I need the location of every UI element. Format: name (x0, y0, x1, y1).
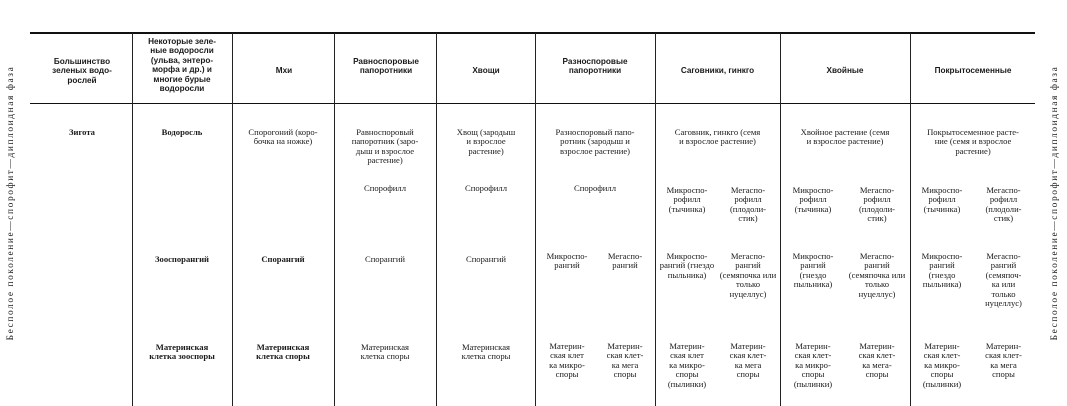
header-brown-algae: Некоторые зеле- ные водоросли (ульва, энтеро- морфа и др.) и многие бурые водоросли (148, 37, 216, 94)
cell-microsporophyll: Микроспо- рофилл (тычинка) (921, 185, 963, 214)
cell-sporangium: Спорангий (465, 254, 507, 264)
left-vertical-caption (0, 0, 22, 406)
cell-sporophyll: Спорофилл (364, 183, 406, 193)
cell-zoosporangium: Зооспорангий (154, 254, 210, 264)
header-conifers: Хвойные (826, 66, 864, 75)
cell-megaspore-mother-cell: Материн- ская клет- ка мега споры (985, 341, 1022, 380)
column-divider (535, 33, 536, 406)
cell-sporophyll: Спорофилл (465, 183, 507, 193)
header-heterosporous-ferns: Разноспоровые папоротники (562, 57, 628, 76)
cell-microsporangium: Микроспо- рангий (гнездо пыльника) (659, 251, 715, 280)
cell-megasporangium: Мегаспо- рангий (607, 251, 643, 271)
column-divider (232, 33, 233, 406)
cell-zoospore-mother-cell: Материнская клетка зооспоры (149, 342, 215, 362)
cell-megasporangium: Мегаспо- рангий (семяпоч- ка или только нуцеллус) (985, 251, 1022, 309)
header-homosporous-ferns: Равноспоровые папоротники (353, 57, 419, 76)
cell-zygote: Зигота (69, 127, 95, 137)
cell-spore-mother-cell: Материнская клетка споры (256, 342, 310, 362)
table-top-rule (30, 32, 1035, 34)
column-divider (910, 33, 911, 406)
header-horsetails: Хвощи (472, 66, 500, 75)
cell-spore-mother-cell: Материнская клетка споры (461, 342, 511, 362)
cell-megasporangium: Мегаспо- рангий (семяпочка или только нуцеллус) (848, 251, 906, 299)
header-mosses: Мхи (275, 66, 293, 75)
cell-microspore-mother-cell: Материн- ская клет ка микро- споры (пылинки) (667, 341, 707, 389)
cell-sporophyll: Спорофилл (574, 183, 616, 193)
column-divider (780, 33, 781, 406)
cell-microspore-mother-cell: Материн- ская клет- ка микро- споры (пылинки) (922, 341, 962, 389)
cell-microsporophyll: Микроспо- рофилл (тычинка) (792, 185, 834, 214)
header-cycads-ginkgo: Саговники, гинкго (680, 66, 755, 75)
column-divider (655, 33, 656, 406)
cell-microsporangium: Микроспо- рангий (гнездо пыльника) (792, 251, 834, 290)
left-caption-text: Бесполое поколение—спорофит—диплоидная фаза (6, 65, 16, 341)
right-caption-text: Бесполое поколение—спорофит—диплоидная фаза (1050, 65, 1060, 341)
cell-horsetail: Хвощ (зародыш и взрослое растение) (456, 127, 516, 156)
column-divider (334, 33, 335, 406)
cell-homosporous-fern: Равноспоровый папоротник (заро- дыш и взрослое растение) (351, 127, 419, 166)
right-vertical-caption (1044, 0, 1066, 406)
cell-megasporangium: Мегаспо- рангий (семяпочка или только нуцеллус) (719, 251, 777, 299)
cell-megaspore-mother-cell: Материн- ская клет- ка мега споры (729, 341, 767, 380)
cell-microsporophyll: Микроспо- рофилл (тычинка) (666, 185, 708, 214)
cell-microspore-mother-cell: Материн- ская клет- ка микро- споры (пылинки) (793, 341, 833, 389)
cell-megasporophyll: Мегаспо- рофилл (плодоли- стик) (729, 185, 767, 224)
cell-sporogonium: Спорогоний (коро- бочка на ножке) (248, 127, 318, 147)
cell-sporangium: Спорангий (364, 254, 406, 264)
cell-microspore-mother-cell: Материн- ская клет ка микро- споры (549, 341, 585, 380)
header-angiosperms: Покрытосеменные (934, 66, 1012, 75)
cell-microsporangium: Микроспо- рангий (546, 251, 588, 271)
cell-megaspore-mother-cell: Материн- ская клет- ка мега- споры (858, 341, 896, 380)
column-divider (436, 33, 437, 406)
cell-conifer-plant: Хвойное растение (семя и взрослое растение) (800, 127, 890, 147)
cell-megaspore-mother-cell: Материн- ская клет- ка мега споры (606, 341, 644, 380)
cell-heterosporous-fern: Разноспоровый папо- ротник (зародыш и взрослое растение) (555, 127, 635, 156)
cell-alga: Водоросль (161, 127, 203, 137)
cell-megasporophyll: Мегаспо- рофилл (плодоли- стик) (858, 185, 896, 224)
header-bottom-rule (30, 103, 1035, 104)
header-green-algae: Большинство зеленых водо- рослей (52, 57, 112, 85)
cell-megasporophyll: Мегаспо- рофилл (плодоли- стик) (985, 185, 1022, 224)
column-divider (132, 33, 133, 406)
cell-angiosperm-plant: Покрытосеменное расте- ние (семя и взрослое растение) (927, 127, 1019, 156)
cell-cycad-plant: Саговник, гинкго (семя и взрослое растение) (674, 127, 761, 147)
cell-microsporangium: Микроспо- рангий (гнездо пыльника) (921, 251, 963, 290)
cell-sporangium: Спорангий (261, 254, 305, 264)
cell-spore-mother-cell: Материнская клетка споры (360, 342, 410, 362)
